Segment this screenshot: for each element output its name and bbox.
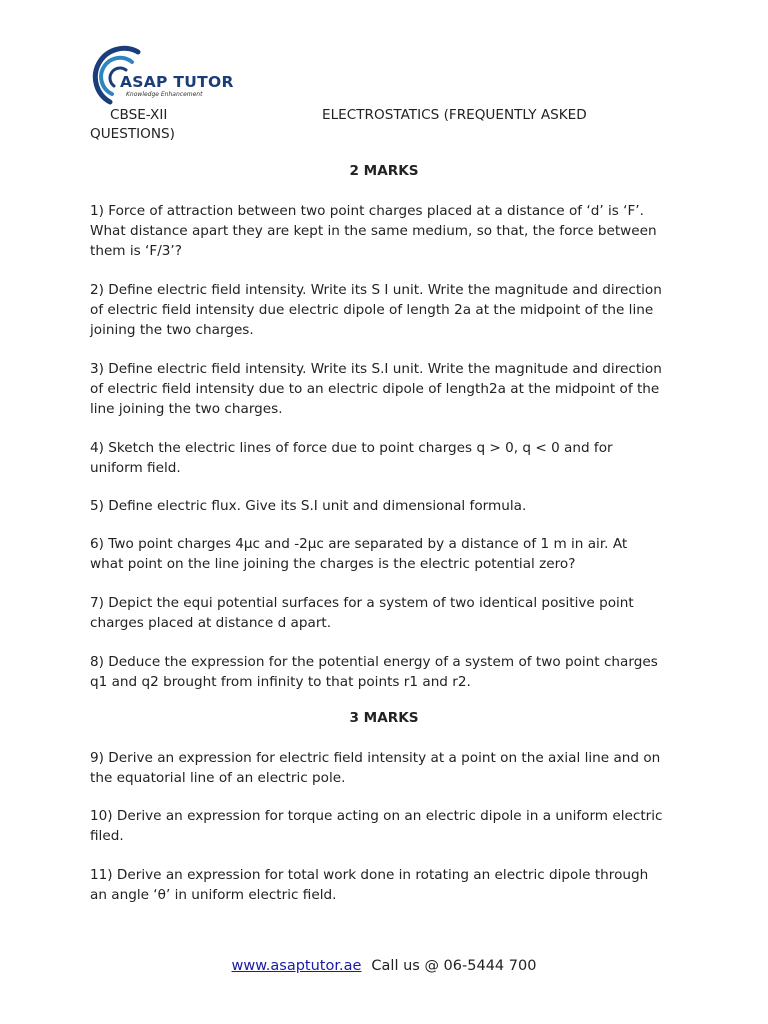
question-7-line-2: charges placed at distance d apart.	[90, 615, 332, 631]
question-1-line-2: What distance apart they are kept in the same medium, so that, the force between	[90, 223, 657, 239]
question-7-line-1: 7) Depict the equi potential surfaces for a system of two identical positive point	[90, 595, 634, 611]
logo-name: ASAP TUTOR	[120, 73, 234, 91]
question-5-line-1: 5) Define electric flux. Give its S.I unit and dimensional formula.	[90, 498, 527, 514]
question-1-line-3: them is ‘F/3’?	[90, 243, 182, 259]
question-3-line-2: of electric field intensity due to an electric dipole of length2a at the midpoint of the	[90, 381, 660, 397]
question-10-line-1: 10) Derive an expression for torque acting on an electric dipole in a uniform electric	[90, 808, 663, 824]
question-9-line-1: 9) Derive an expression for electric field intensity at a point on the axial line and on	[90, 750, 661, 766]
section-heading-2-marks: 2 MARKS	[349, 163, 419, 179]
question-8-line-1: 8) Deduce the expression for the potential energy of a system of two point charges	[90, 654, 658, 670]
question-4-line-2: uniform field.	[90, 460, 181, 476]
question-6-line-1: 6) Two point charges 4µc and -2µc are separated by a distance of 1 m in air. At	[90, 536, 628, 552]
question-6-line-2: what point on the line joining the charges is the electric potential zero?	[90, 556, 576, 572]
question-2-line-1: 2) Define electric field intensity. Write its S I unit. Write the magnitude and direction	[90, 282, 662, 298]
asap-tutor-logo	[90, 42, 240, 106]
question-11-line-1: 11) Derive an expression for total work done in rotating an electric dipole through	[90, 867, 649, 883]
question-1-line-1: 1) Force of attraction between two point charges placed at a distance of ‘d’ is ‘F’.	[90, 203, 644, 219]
question-3-line-1: 3) Define electric field intensity. Write its S.I unit. Write the magnitude and direction	[90, 361, 662, 377]
call-us-text: Call us @ 06-5444 700	[371, 958, 537, 974]
question-8-line-2: q1 and q2 brought from infinity to that points r1 and r2.	[90, 674, 471, 690]
page-title-continued: QUESTIONS)	[90, 126, 175, 142]
logo-tagline: Knowledge Enhancement	[126, 91, 203, 98]
question-4-line-1: 4) Sketch the electric lines of force due to point charges q > 0, q < 0 and for	[90, 440, 613, 456]
question-3-line-3: line joining the two charges.	[90, 401, 283, 417]
section-heading-3-marks: 3 MARKS	[349, 710, 419, 726]
grade-label: CBSE-XII	[110, 107, 168, 123]
website-link[interactable]: www.asaptutor.ae	[231, 958, 362, 974]
footer	[0, 958, 768, 974]
page-title: ELECTROSTATICS (FREQUENTLY ASKED	[322, 107, 587, 123]
question-10-line-2: filed.	[90, 828, 124, 844]
question-11-line-2: an angle ‘θ’ in uniform electric field.	[90, 887, 337, 903]
question-2-line-3: joining the two charges.	[90, 322, 254, 338]
question-2-line-2: of electric field intensity due electric dipole of length 2a at the midpoint of the line	[90, 302, 654, 318]
question-9-line-2: the equatorial line of an electric pole.	[90, 770, 346, 786]
